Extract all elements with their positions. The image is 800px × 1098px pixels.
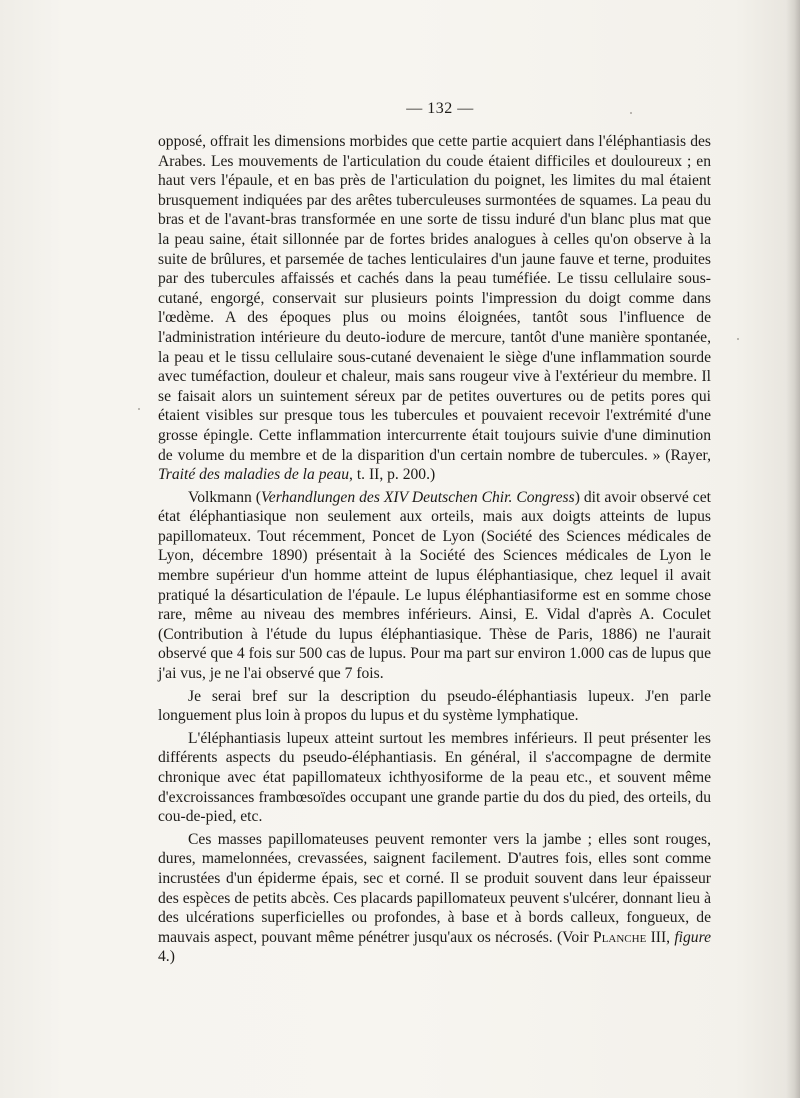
figure-reference: figure <box>674 928 711 946</box>
italic-journal-title: Verhandlungen des XIV Deutschen Chir. Congress <box>261 488 575 506</box>
text-segment: III, <box>646 928 675 946</box>
page-number: — 132 — <box>406 100 474 117</box>
scan-speck <box>630 112 632 114</box>
text-segment: Volkmann ( <box>188 488 261 506</box>
scan-speck <box>138 408 140 410</box>
text-segment: Je serai bref sur la description du pseudo-éléphantiasis lupeux. J'en parle longuement plus loin à propos du lupus et du système lymphatique. <box>158 687 711 725</box>
plate-reference: Planche <box>593 928 647 946</box>
text-segment: ) dit avoir observé cet état éléphantiasique non seulement aux orteils, mais aux doigts atteints de lupus papillomateux. Tout récemment, Poncet de Lyon (Société des Sciences médicales de Lyon, décembre 1890) présentait à la Société des Sciences médicales de Lyon le membre supérieur d'un homme atteint de lupus éléphantiasique, chez lequel il avait pratiqué la désarticulation de l'épaule. Le lupus éléphantiasiforme est en somme chose rare, même au niveau des membres inférieurs. Ainsi, E. Vidal d'après A. Coculet (Contribution à l'étude du lupus éléphantiasique. Thèse de Paris, 1886) ne l'aurait observé que 4 fois sur 500 cas de lupus. Pour ma part sur environ 1.000 cas de lupus que j'ai vus, je ne l'ai observé que 7 fois. <box>158 488 711 683</box>
paragraph-1 <box>158 132 711 485</box>
body-text <box>158 132 711 967</box>
text-segment: L'éléphantiasis lupeux atteint surtout les membres inférieurs. Il peut présenter les différents aspects du pseudo-éléphantiasis. En général, il s'accompagne de dermite chronique avec état papillomateux ichthyosiforme de la peau etc., et souvent même d'excroissances frambœsoïdes occupant une grande partie du dos du pied, des orteils, du cou-de-pied, etc. <box>158 729 711 826</box>
text-segment: Ces masses papillomateuses peuvent remonter vers la jambe ; elles sont rouges, dures, mamelonnées, crevassées, saignent facilement. D'autres fois, elles sont comme incrustées d'un épiderme épais, sec et corné. Il se produit souvent dans leur épaisseur des espèces de petits abcès. Ces placards papillomateux peuvent s'ulcérer, donnant lieu à des ulcérations superficielles ou profondes, à base et à bords calleux, fongueux, de mauvais aspect, pouvant même pénétrer jusqu'aux os nécrosés. (Voir <box>158 830 711 946</box>
italic-book-title: Traité des maladies de la peau <box>158 466 350 484</box>
scan-speck <box>737 338 739 340</box>
text-segment: 4.) <box>158 948 175 966</box>
paragraph-2 <box>158 488 711 684</box>
paragraph-3 <box>158 687 711 726</box>
text-segment: opposé, offrait les dimensions morbides que cette partie acquiert dans l'éléphantiasis des Arabes. Les mouvements de l'articulation du coude étaient difficiles et douloureux ; en haut vers l'épaule, et en bas près de l'articulation du poignet, les limites du mal étaient brusquement indiquées par des arêtes tuberculeuses surmontées de squames. La peau du bras et de l'avant-bras transformée en une sorte de tissu induré d'un blanc plus mat que la peau saine, était sillonnée par de fortes brides analogues à celles qu'on observe à la suite de brûlures, et parsemée de taches lenticulaires d'un jaune fauve et terne, produites par des tubercules affaissés et cachés dans la peau tuméfiée. Le tissu cellulaire sous-cutané, engorgé, conservait sur plusieurs points l'impression du doigt comme dans l'œdème. A des époques plus ou moins éloignées, tantôt sous l'influence de l'administration intérieure du deuto-iodure de mercure, tantôt d'une manière spontanée, la peau et le tissu cellulaire sous-cutané devenaient le siège d'une inflammation sourde avec tuméfaction, douleur et chaleur, mais sans rougeur vive à l'extérieur du membre. Il se faisait alors un suintement séreux par de petites ouvertures ou de petits pores qui étaient visibles sur presque tous les tubercules et pouvaient recevoir l'extrémité d'une grosse épingle. Cette inflammation intercurrente était toujours suivie d'une diminution de volume du membre et de la disparition d'un certain nombre de tubercules. » (Rayer, <box>158 133 711 464</box>
text-segment: , t. II, p. 200.) <box>349 466 436 484</box>
paragraph-4 <box>158 729 711 827</box>
paragraph-5 <box>158 830 711 967</box>
page-edge-shadow <box>786 0 800 1098</box>
